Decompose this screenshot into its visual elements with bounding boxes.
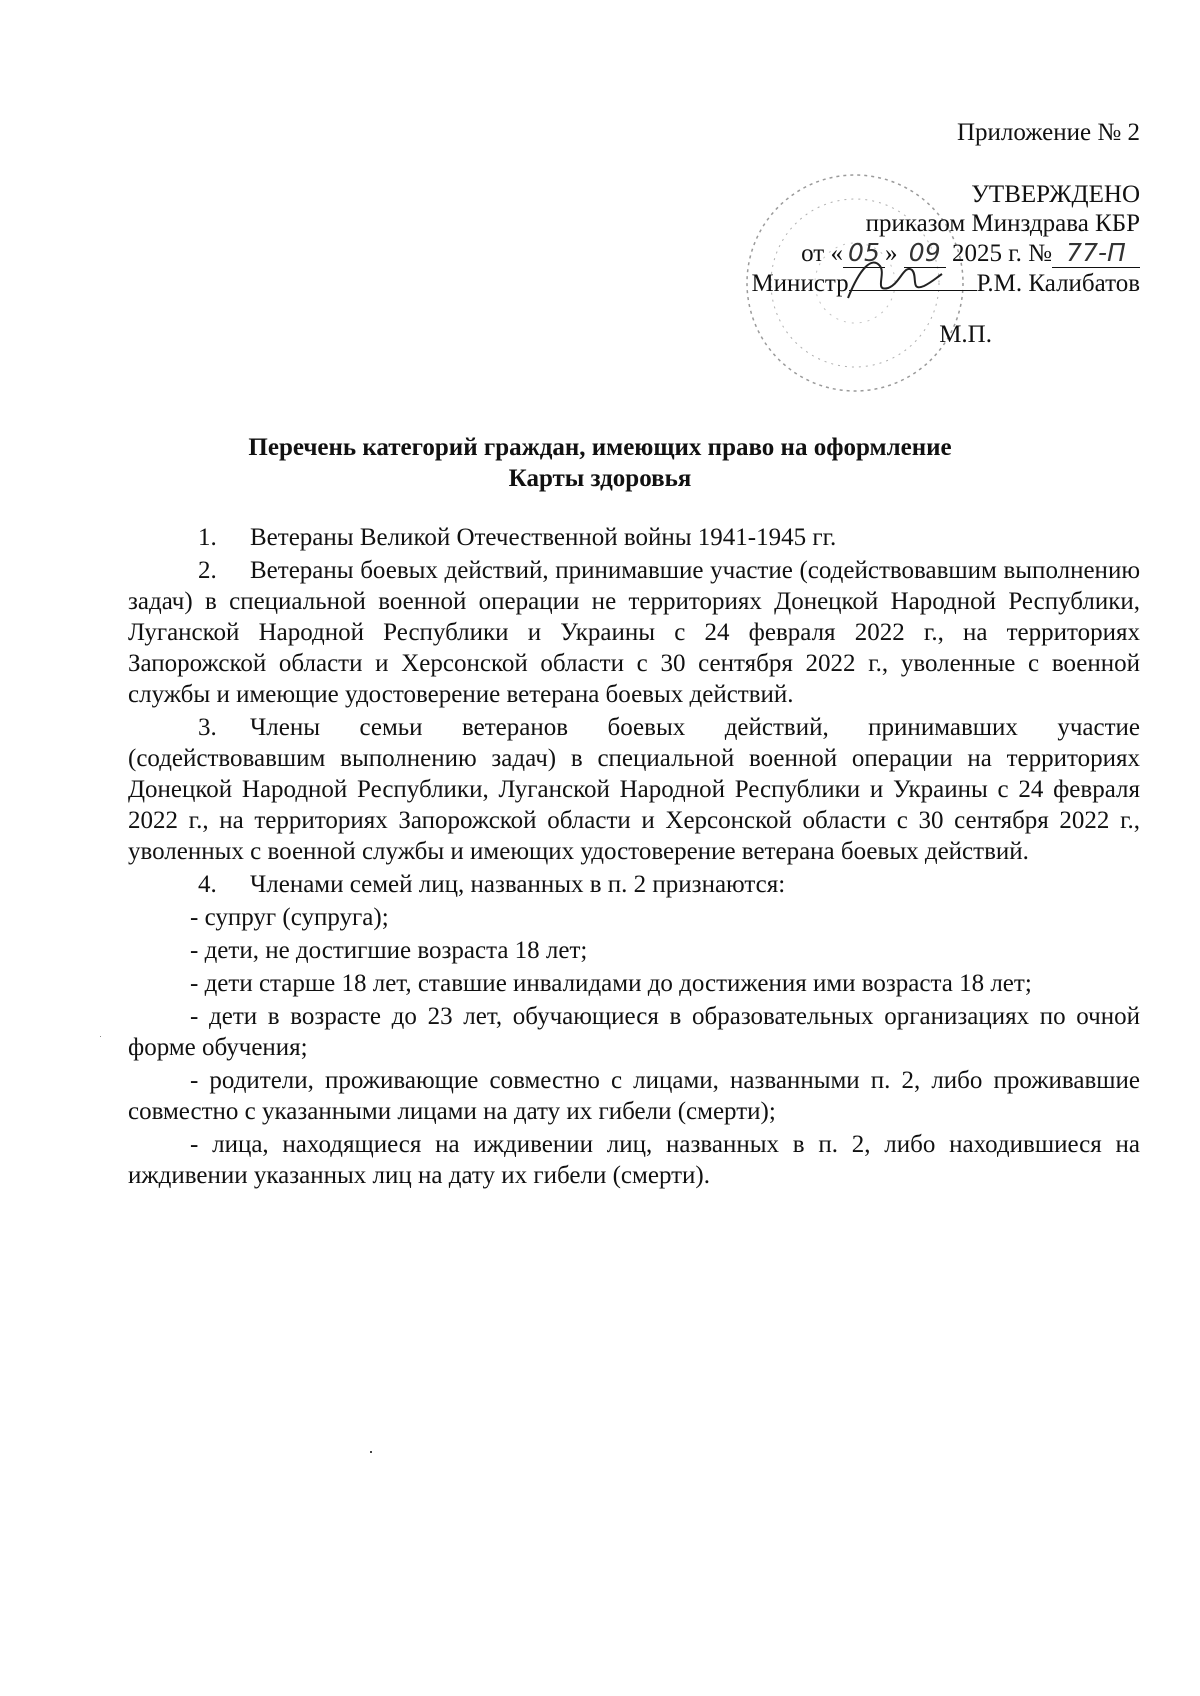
list-item [128, 869, 1140, 900]
document-title [100, 432, 1100, 494]
date-mid: » [884, 240, 898, 267]
title-line-1: Перечень категорий граждан, имеющих право на оформление [248, 434, 952, 461]
item-text: Члены семьи ветеранов боевых действий, принимавших участие (содействовавшим выполнению задач) в специальной военной операции на территориях Донецкой Народной Республики, Луганской Народной Республики и Украины с 24 февраля 2022 г., на территориях Запорожской области и Херсонской области с 30 сентября 2022 г., уволенных с военной службы и имеющих удостоверение ветерана боевых действий. [128, 714, 1140, 865]
family-member-item: - лица, находящиеся на иждивении лиц, названных в п. 2, либо находившиеся на иждивении указанных лиц на дату их гибели (смерти). [128, 1131, 1140, 1189]
item-number: 1. [198, 524, 217, 551]
signature-icon [838, 248, 948, 308]
family-member-item: - дети, не достигшие возраста 18 лет; [190, 937, 588, 964]
title-line-2: Карты здоровья [508, 465, 692, 492]
seal-label: М.П. [939, 321, 992, 348]
item-number: 3. [198, 714, 217, 741]
scan-artifact [100, 1036, 101, 1037]
approved-heading: УТВЕРЖДЕНО [971, 181, 1140, 208]
list-item [128, 712, 1140, 867]
minister-label: Министр [751, 270, 849, 297]
scan-artifact [370, 1451, 372, 1453]
family-member-item: - дети старше 18 лет, ставшие инвалидами до достижения ими возраста 18 лет; [190, 970, 1032, 997]
family-member-item: - родители, проживающие совместно с лицами, названными п. 2, либо проживавшие совместно с указанными лицами на дату их гибели (смерти); [128, 1067, 1140, 1125]
family-member-item: - дети в возрасте до 23 лет, обучающиеся в образовательных организациях по очной форме обучения; [128, 1003, 1140, 1061]
item-number: 2. [198, 557, 217, 584]
order-number: 77-П [1052, 238, 1140, 268]
item-text: Ветераны Великой Отечественной войны 1941-1945 гг. [250, 524, 837, 551]
date-year: 2025 г. № [951, 240, 1052, 267]
family-member-item: - супруг (супруга); [190, 904, 389, 931]
date-month: 09 [904, 238, 946, 268]
item-number: 4. [198, 871, 217, 898]
item-text: Членами семей лиц, названных в п. 2 признаются: [250, 871, 786, 898]
appendix-label: Приложение № 2 [956, 119, 1140, 146]
document-body [128, 522, 1140, 1193]
approved-by-order: приказом Минздрава КБР [865, 210, 1140, 237]
date-day: 05 [843, 238, 885, 268]
item-text: Ветераны боевых действий, принимавшие участие (содействовавшим выполнению задач) в специальной военной операции не территориях Донецкой Народной Республики, Луганской Народной Республики и Украины с 24 февраля 2022 г., на территориях Запорожской области и Херсонской области с 30 сентября 2022 г., уволенные с военной службы и имеющие удостоверение ветерана боевых действий. [128, 557, 1140, 708]
date-prefix: от « [801, 240, 843, 267]
list-item [128, 522, 1140, 553]
minister-name: Р.М. Калибатов [976, 270, 1140, 297]
list-item [128, 555, 1140, 710]
